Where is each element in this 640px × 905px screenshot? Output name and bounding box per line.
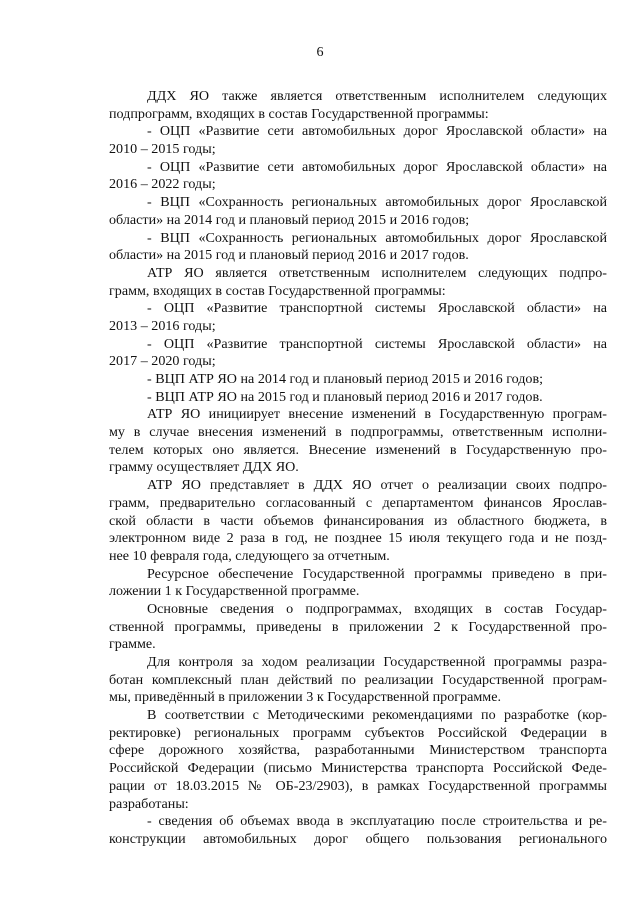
text-line: АТР ЯО инициирует внесение изменений в Государственную програм- [147,406,607,423]
text-line: ложении 1 к Государственной программе. [109,583,360,600]
text-line: му в случае внесения изменений в подпрограммы, ответственным исполни- [109,424,607,441]
text-line: ственной программы, приведены в приложении 2 к Государственной про- [109,618,607,635]
text-line: - ОЦП «Развитие транспортной системы Ярославской области» на [147,300,607,317]
text-line: АТР ЯО является ответственным исполнителем следующих подпро- [147,264,607,281]
text-line: грамм, входящих в состав Государственной программы: [109,282,446,299]
text-line: грамм, предварительно согласованный с департаментом финансов Ярослав- [109,494,607,511]
document-body [109,88,607,849]
text-line: сфере дорожного хозяйства, разработанными Министерством транспорта [109,742,607,759]
text-line: В соответствии с Методическими рекомендациями по разработке (кор- [147,707,607,724]
text-line: 2013 – 2016 годы; [109,317,216,334]
text-line: Ресурсное обеспечение Государственной программы приведено в при- [147,565,607,582]
text-line: - сведения об объемах ввода в эксплуатацию после строительства и ре- [147,813,607,830]
text-line: электронном виде 2 раза в год, не позднее 15 июля текущего года и не позд- [109,530,607,547]
text-line: - ВЦП «Сохранность региональных автомобильных дорог Ярославской [147,194,607,211]
text-line: Для контроля за ходом реализации Государственной программы разра- [147,654,607,670]
text-line: АТР ЯО представляет в ДДХ ЯО отчет о реализации своих подпро- [147,477,607,494]
text-line: области» на 2015 год и плановый период 2016 и 2017 годов. [109,247,469,264]
text-line: конструкции автомобильных дорог общего пользования регионального [109,830,607,847]
text-line: - ОЦП «Развитие сети автомобильных дорог Ярославской области» на [147,123,607,140]
text-line: нее 10 февраля года, следующего за отчетным. [109,547,390,564]
text-line: области» на 2014 год и плановый период 2015 и 2016 годов; [109,211,470,228]
text-line: ДДХ ЯО также является ответственным исполнителем следующих [147,88,607,104]
text-line: - ВЦП АТР ЯО на 2014 год и плановый период 2015 и 2016 годов; [147,371,544,387]
text-line: 2016 – 2022 годы; [109,176,216,193]
text-line: мы, приведённый в приложении 3 к Государственной программе. [109,689,501,706]
text-line: рации от 18.03.2015 № ОБ-23/2903), в рамках Государственной программы [109,777,607,794]
text-line: 2010 – 2015 годы; [109,141,216,158]
text-line: ректировке) региональных программ субъектов Российской Федерации в [109,724,607,741]
text-line: - ОЦП «Развитие транспортной системы Ярославской области» на [147,335,607,352]
text-line: 2017 – 2020 годы; [109,353,216,370]
text-line: грамму осуществляет ДДХ ЯО. [109,459,299,476]
text-line: грамме. [109,636,156,653]
page-number: 6 [316,44,324,60]
text-line: Основные сведения о подпрограммах, входящих в состав Государ- [147,600,607,617]
text-line: разработаны: [109,795,189,812]
text-line: - ВЦП «Сохранность региональных автомобильных дорог Ярославской [147,229,607,246]
text-line: Российской Федерации (письмо Министерства транспорта Российской Феде- [109,760,607,777]
text-line: ботан комплексный план действий по реализации Государственной програм- [109,671,607,688]
text-line: - ВЦП АТР ЯО на 2015 год и плановый период 2016 и 2017 годов. [147,388,543,405]
text-line: подпрограмм, входящих в состав Государственной программы: [109,105,489,122]
text-line: - ОЦП «Развитие сети автомобильных дорог Ярославской области» на [147,158,607,175]
text-line: телем которых оно является. Внесение изменений в Государственную про- [109,441,607,458]
text-line: ской области в части объемов финансирования из областного бюджета, в [109,512,607,529]
